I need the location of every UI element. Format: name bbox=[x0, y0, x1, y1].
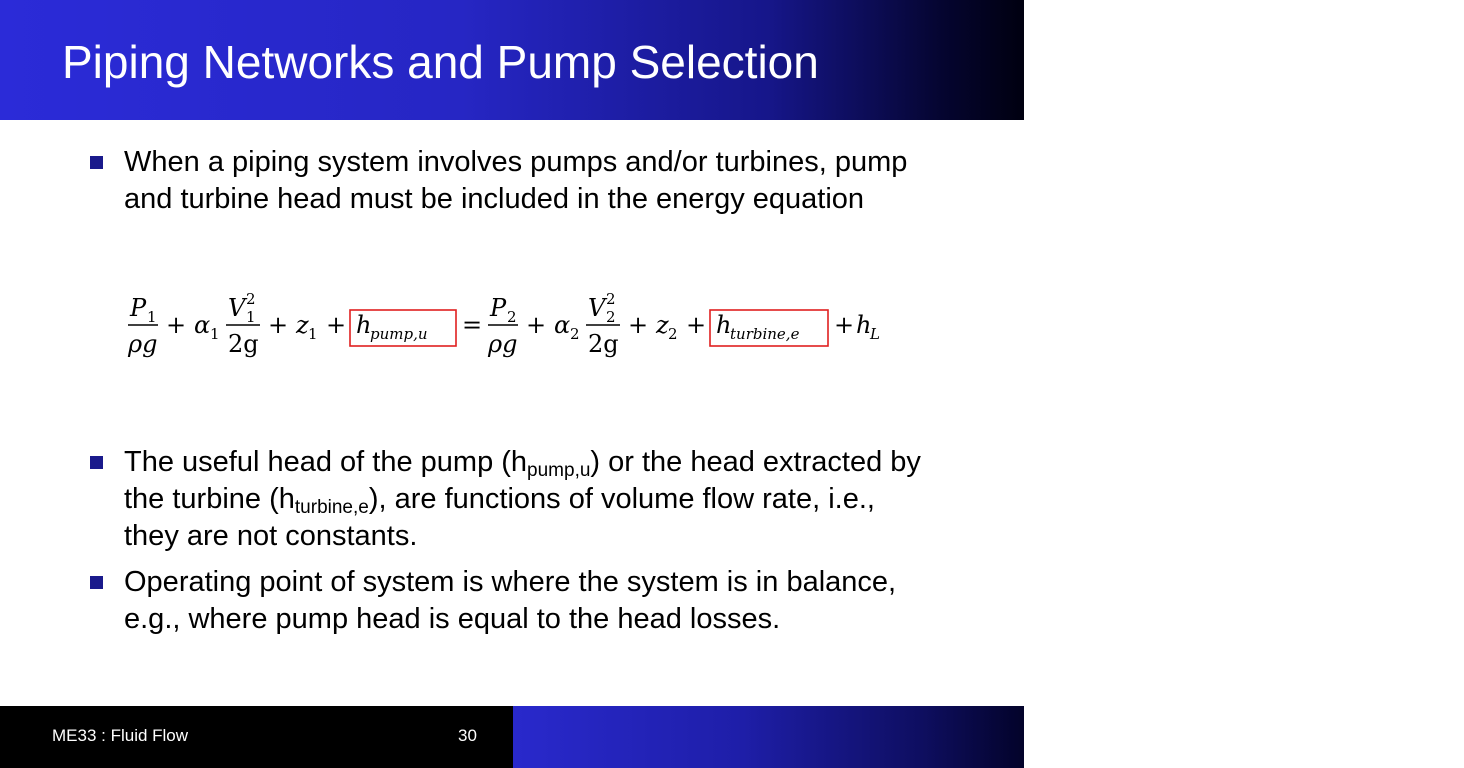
eq-V2-sup: 2 bbox=[606, 290, 616, 308]
eq-alpha-2: α bbox=[554, 311, 571, 339]
eq-h-L-sub: L bbox=[870, 325, 880, 343]
eq-alpha-1: α bbox=[194, 311, 211, 339]
bullet-square-icon bbox=[90, 576, 103, 589]
eq-alpha-2-sub: 2 bbox=[570, 325, 580, 343]
eq-2g-1: 2g bbox=[228, 330, 259, 358]
eq-P1-sub: 1 bbox=[147, 308, 157, 326]
energy-equation-svg bbox=[128, 290, 908, 356]
eq-V2: V bbox=[588, 294, 606, 322]
eq-P2-sub: 2 bbox=[507, 308, 517, 326]
eq-V1: V bbox=[228, 294, 246, 322]
footer-course: ME33 : Fluid Flow bbox=[52, 726, 189, 745]
bullet-item bbox=[90, 564, 930, 679]
eq-V1-sup: 2 bbox=[246, 290, 256, 308]
slide-title: Piping Networks and Pump Selection bbox=[62, 36, 819, 88]
eq-plus: + bbox=[166, 311, 187, 339]
eq-2g-2: 2g bbox=[588, 330, 619, 358]
footer bbox=[0, 706, 1464, 768]
eq-plus: + bbox=[686, 311, 707, 339]
bullet-text-part: ) or the head extracted by the turbine (h bbox=[124, 446, 921, 515]
energy-equation bbox=[128, 290, 908, 356]
eq-V1-sub: 1 bbox=[246, 308, 256, 326]
bullet-text bbox=[124, 444, 924, 555]
eq-z2: z bbox=[656, 311, 669, 339]
footer-page-number: 30 bbox=[458, 726, 477, 745]
bullet-text-part: The useful head of the pump (h bbox=[124, 446, 528, 478]
eq-alpha-1-sub: 1 bbox=[210, 325, 220, 343]
eq-P1: P bbox=[130, 294, 147, 322]
eq-plus: + bbox=[326, 311, 347, 339]
eq-h-L: h bbox=[856, 311, 872, 339]
bullet-text-part: ), are functions of volume flow rate, i.e., they are not constants. bbox=[124, 483, 875, 552]
eq-h-turbine-sub: turbine,e bbox=[730, 325, 800, 343]
eq-plus: + bbox=[628, 311, 649, 339]
eq-plus: + bbox=[834, 311, 855, 339]
bullet-text: Operating point of system is where the system is in balance, e.g., where pump head is equal to the head losses. bbox=[124, 566, 897, 635]
turbine-subscript: turbine,e bbox=[294, 497, 369, 518]
bullet-item bbox=[90, 144, 930, 259]
eq-h-pump-sub: pump,u bbox=[370, 325, 428, 343]
eq-h-pump: h bbox=[356, 311, 372, 339]
footer-right-panel bbox=[513, 706, 1464, 768]
eq-z2-sub: 2 bbox=[668, 325, 678, 343]
bullet-square-icon bbox=[90, 456, 103, 469]
footer-chapter: Chapter 8: Flow in Pipes bbox=[1279, 722, 1464, 741]
eq-plus: + bbox=[526, 311, 547, 339]
eq-z1: z bbox=[296, 311, 309, 339]
eq-P2: P bbox=[490, 294, 507, 322]
bullet-text: When a piping system involves pumps and/or turbines, pump and turbine head must be included in the energy equation bbox=[124, 146, 908, 215]
eq-z1-sub: 1 bbox=[308, 325, 318, 343]
bullet-square-icon bbox=[90, 156, 103, 169]
eq-equals: = bbox=[462, 311, 483, 339]
eq-rho-g-1: ρg bbox=[128, 330, 158, 358]
footer-left-panel bbox=[0, 706, 513, 768]
bullet-item bbox=[90, 444, 930, 559]
eq-plus: + bbox=[268, 311, 289, 339]
pump-subscript: pump,u bbox=[527, 460, 591, 481]
eq-rho-g-2: ρg bbox=[488, 330, 518, 358]
eq-h-turbine: h bbox=[716, 311, 732, 339]
eq-V2-sub: 2 bbox=[606, 308, 616, 326]
